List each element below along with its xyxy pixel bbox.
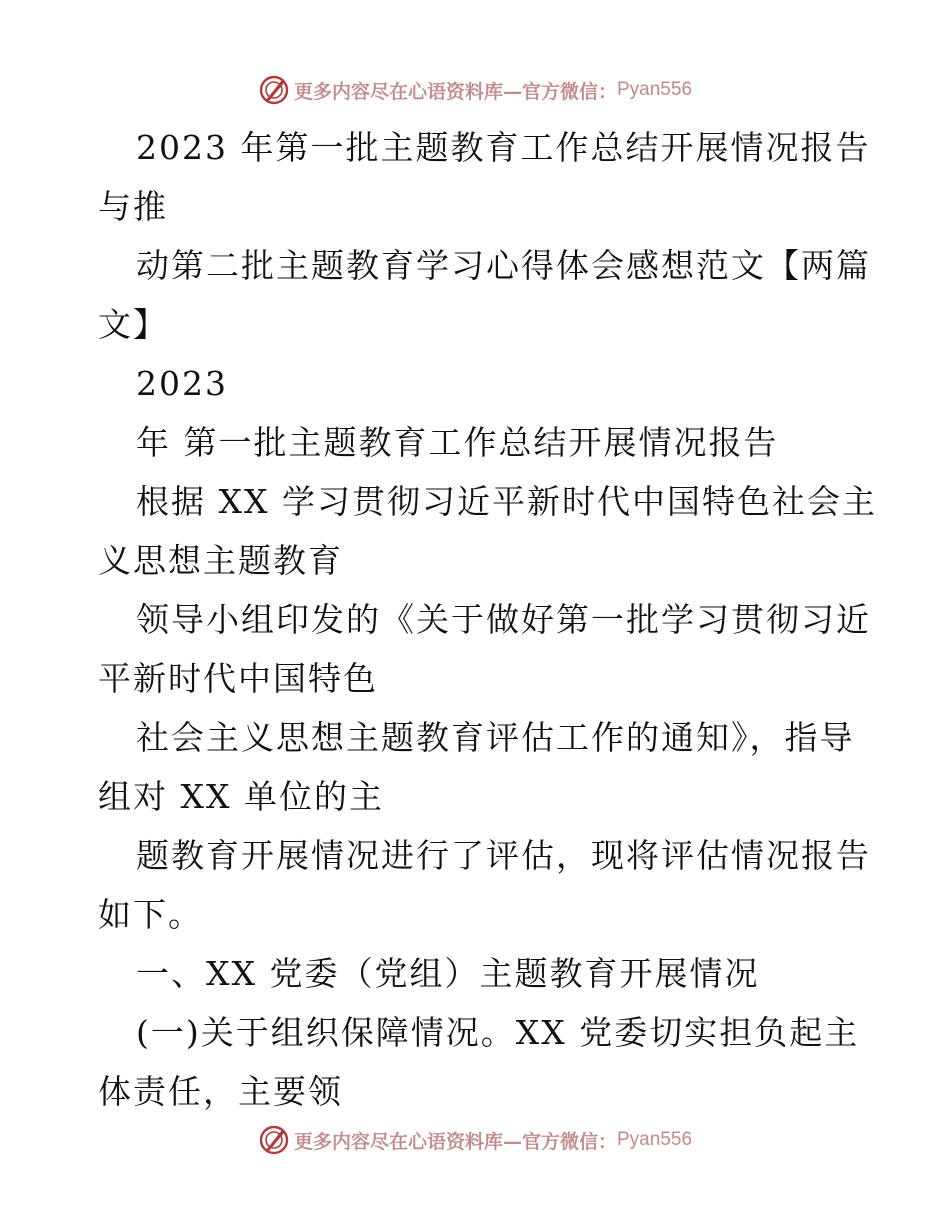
text-line: 领导小组印发的《关于做好第一批学习贯彻习近 — [136, 600, 871, 639]
quill-logo-icon — [258, 74, 290, 106]
text-line: 年 第一批主题教育工作总结开展情况报告 — [136, 423, 779, 462]
watermark-text: 更多内容尽在心语资料库—官方微信： — [293, 80, 617, 103]
text-line: 平新时代中国特色 — [98, 659, 378, 698]
document-body — [98, 118, 877, 1121]
footer-watermark — [0, 1120, 950, 1160]
text-line: 动第二批主题教育学习心得体会感想范文【两篇 — [136, 246, 871, 285]
text-line: 如下。 — [98, 895, 203, 934]
text-line: 根据 XX 学习贯彻习近平新时代中国特色社会主 — [136, 482, 877, 521]
text-line: (一)关于组织保障情况。XX 党委切实担负起主 — [136, 1013, 860, 1052]
text-line: 组对 XX 单位的主 — [98, 777, 384, 816]
text-line: 义思想主题教育 — [98, 541, 343, 580]
watermark-text: 更多内容尽在心语资料库—官方微信： — [293, 1130, 617, 1153]
watermark-wechat-id: Pyan556 — [617, 1129, 693, 1150]
quill-logo-icon — [258, 1124, 290, 1156]
text-line: 题教育开展情况进行了评估，现将评估情况报告 — [136, 836, 871, 875]
text-line: 体责任，主要领 — [98, 1072, 343, 1111]
text-line: 2023 年第一批主题教育工作总结开展情况报告 — [136, 128, 871, 167]
header-watermark — [0, 70, 950, 110]
text-line: 2023 — [136, 364, 228, 403]
text-line: 文】 — [98, 305, 168, 344]
text-line: 一、XX 党委（党组）主题教育开展情况 — [136, 954, 760, 993]
text-line: 与推 — [98, 187, 168, 226]
text-line: 社会主义思想主题教育评估工作的通知》，指导 — [136, 718, 855, 757]
watermark-wechat-id: Pyan556 — [617, 79, 693, 100]
